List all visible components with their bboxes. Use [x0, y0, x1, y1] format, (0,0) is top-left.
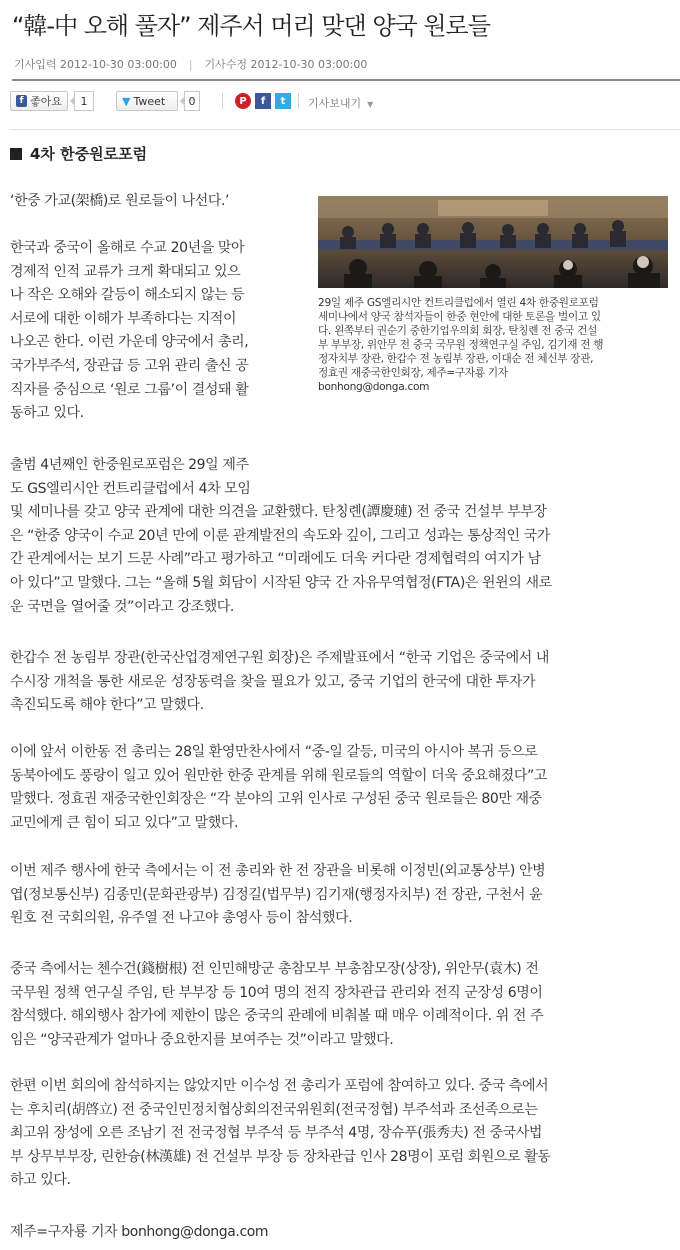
twitter-bird-icon: ▼ [122, 94, 131, 108]
tweet-label: Tweet [133, 94, 166, 108]
paragraph-line: 원호 전 국회의원, 유주열 전 나고야 총영사 등이 참석했다. [10, 910, 353, 927]
paragraph-line: 동북아에도 풍랑이 일고 있어 원만한 한중 관계를 위해 원로들의 역할이 더욱 중요해졌다”고 [10, 767, 547, 784]
square-bullet-icon [10, 148, 22, 160]
article-paragraph [10, 1075, 551, 1193]
photo-caption [318, 296, 674, 394]
article-paragraph [10, 237, 248, 426]
chevron-down-icon: ▼ [367, 100, 374, 109]
paragraph-line: 이에 앞서 이한동 전 총리는 28일 환영만찬사에서 “중-일 갈등, 미국의 아시아 복귀 등으로 [10, 744, 538, 760]
facebook-share-icon[interactable]: f [255, 93, 271, 109]
facebook-like-button[interactable] [10, 91, 68, 111]
paragraph-line: 동하고 있다. [10, 405, 84, 422]
paragraph-line: 한국과 중국이 올해로 수교 20년을 맞아 [10, 240, 245, 256]
paragraph-line: 참석했다. 해외행사 참가에 제한이 많은 중국의 관례에 비춰볼 때 매우 이례적이다. 위 전 주 [10, 1008, 544, 1025]
send-label: 기사보내기 [308, 97, 362, 110]
tweet-button[interactable] [116, 91, 178, 111]
send-article-button[interactable] [308, 95, 373, 111]
byline-text: 제주=구자룡 기자 bonhong@donga.com [10, 1224, 269, 1240]
paragraph-line: 엽(정보통신부) 김종민(문화관광부) 김정길(법무부) 김기재(행정자치부) 전 장관, 구천서 윤 [10, 886, 543, 903]
paragraph-line: 은 “한중 양국이 수교 20년 만에 이룬 관계발전의 속도와 깊이, 그리고 성과는 통상적인 국가 [10, 527, 550, 544]
article-dates [14, 56, 367, 72]
share-divider-line [10, 129, 680, 130]
paragraph-line: 하고 있다. [10, 1172, 71, 1189]
share-bar [10, 91, 680, 113]
like-count: 1 [74, 91, 94, 111]
paragraph-line: 직자를 중심으로 ‘원로 그룹’이 결성돼 활 [10, 381, 249, 398]
like-label: 좋아요 [30, 95, 62, 108]
modified-date: 기사수정 2012-10-30 03:00:00 [204, 58, 368, 71]
paragraph-line: 도 GS엘리시안 컨트리클럽에서 4차 모임 [10, 480, 251, 497]
paragraph-line: 아 있다”고 말했다. 그는 “올해 5월 회담이 시작된 양국 간 자유무역협정(FTA)은 윈윈의 새로 [10, 574, 552, 591]
share-divider [298, 93, 299, 109]
paragraph-line: 국무원 정책 연구실 주임, 탄 부부장 등 10여 명의 전직 장차관급 관리와 전직 군장성 6명이 [10, 984, 543, 1001]
article-photo [318, 196, 668, 288]
caption-line: 부 부부장, 위안무 전 중국 국무원 정책연구실 주임, 김기재 전 행 [318, 339, 604, 351]
tweet-count: 0 [184, 91, 200, 111]
share-divider [222, 93, 223, 109]
paragraph-line: 경제적 인적 교류가 크게 확대되고 있으 [10, 263, 241, 280]
paragraph-line: 나 작은 오해와 갈등이 해소되지 않는 등 [10, 287, 245, 304]
date-divider: | [188, 58, 193, 71]
paragraph-line: 촉진되도록 해야 한다”고 말했다. [10, 697, 204, 714]
paragraph-line: 한갑수 전 농림부 장관(한국산업경제연구원 회장)은 주제발표에서 “한국 기업은 중국에서 내 [10, 650, 550, 666]
paragraph-line: 최고위 장성에 오른 조남기 전 전국정협 부주석 등 부주석 4명, 장슈푸(張秀夫) 전 중국사법 [10, 1125, 543, 1142]
caption-line: 다. 왼쪽부터 권순기 중한기업우의회 회장, 탄칭롄 전 중국 건설 [318, 325, 598, 337]
paragraph-line: 임은 “양국관계가 얼마나 중요한지를 보여주는 것”이라고 말했다. [10, 1031, 394, 1048]
caption-line: 정효권 재중국한인회장, 제주=구자룡 기자 [318, 367, 508, 379]
section-title: 4차 한중원로포럼 [30, 145, 148, 163]
article-byline [10, 1221, 268, 1245]
paragraph-line: 출범 4년째인 한중원로포럼은 29일 제주 [10, 457, 249, 473]
paragraph-line: 서로에 대한 이해가 부족하다는 지적이 [10, 310, 237, 327]
paragraph-line: 나오곤 한다. 이런 가운데 양국에서 총리, [10, 334, 249, 351]
article-paragraph [10, 454, 552, 619]
paragraph-line: 부 상무부부장, 린한슝(林漢雄) 전 건설부 부장 등 장차관급 인사 28명이 포럼 회원으로 활동 [10, 1148, 551, 1165]
twitter-share-icon[interactable]: t [275, 93, 291, 109]
article-paragraph [10, 647, 549, 718]
paragraph-line: 교민에게 큰 힘이 되고 있다”고 말했다. [10, 814, 239, 831]
article-paragraph [10, 190, 229, 214]
paragraph-line: 는 후치리(胡啓立) 전 중국인민정치협상회의전국위원회(전국정협) 부주석과 조선족으로는 [10, 1101, 538, 1118]
paragraph-line: 및 세미나를 갖고 양국 관계에 대한 의견을 교환했다. 탄칭롄(譚慶璉) 전 중국 건설부 부부장 [10, 504, 547, 521]
paragraph-line: 말했다. 정효권 재중국한인회장은 “각 분야의 고위 인사로 구성된 중국 원로들은 80만 재중 [10, 791, 542, 808]
paragraph-line: 국가부주석, 장관급 등 고위 관리 출신 공 [10, 357, 249, 374]
paragraph-line: 운 국면을 열어줄 것”이라고 강조했다. [10, 598, 234, 615]
section-heading [10, 143, 147, 164]
caption-line: 정자치부 장관, 한갑수 전 농림부 장관, 이대순 전 체신부 장관, [318, 353, 594, 365]
title-divider [12, 79, 680, 81]
caption-line: 세미나에서 양국 참석자들이 한중 현안에 대한 토론을 벌이고 있 [318, 311, 601, 323]
article-paragraph [10, 741, 547, 835]
facebook-icon: f [16, 95, 27, 107]
article-title: “韓-中 오해 풀자” 제주서 머리 맞댄 양국 원로들 [12, 12, 490, 40]
caption-line: 29일 제주 GS엘리시안 컨트리클럽에서 열린 4차 한중원로포럼 [318, 297, 599, 309]
paragraph-line: ‘한중 가교(架橋)로 원로들이 나선다.’ [10, 193, 230, 209]
conference-photo-image [318, 196, 668, 288]
article-paragraph [10, 958, 543, 1052]
paragraph-line: 한편 이번 회의에 참석하지는 않았지만 이수성 전 총리가 포럼에 참여하고 있다. 중국 측에서 [10, 1078, 549, 1094]
input-date: 기사입력 2012-10-30 03:00:00 [14, 58, 177, 71]
paragraph-line: 중국 측에서는 첸수건(錢樹根) 전 인민해방군 총참모부 부총참모장(상장), 위안무(袁木) 전 [10, 961, 539, 977]
paragraph-line: 이번 제주 행사에 한국 측에서는 이 전 총리와 한 전 장관을 비롯해 이정빈(외교통상부) 안병 [10, 863, 546, 879]
article-paragraph [10, 860, 545, 931]
pinterest-icon[interactable]: P [235, 93, 251, 109]
caption-line: bonhong@donga.com [318, 381, 430, 393]
paragraph-line: 수시장 개척을 통한 새로운 성장동력을 찾을 필요가 있고, 중국 기업의 한국에 대한 투자가 [10, 673, 536, 690]
paragraph-line: 간 관계에서는 보기 드문 사례”라고 평가하고 “미래에도 더욱 커다란 경제협력의 여지가 남 [10, 551, 541, 568]
